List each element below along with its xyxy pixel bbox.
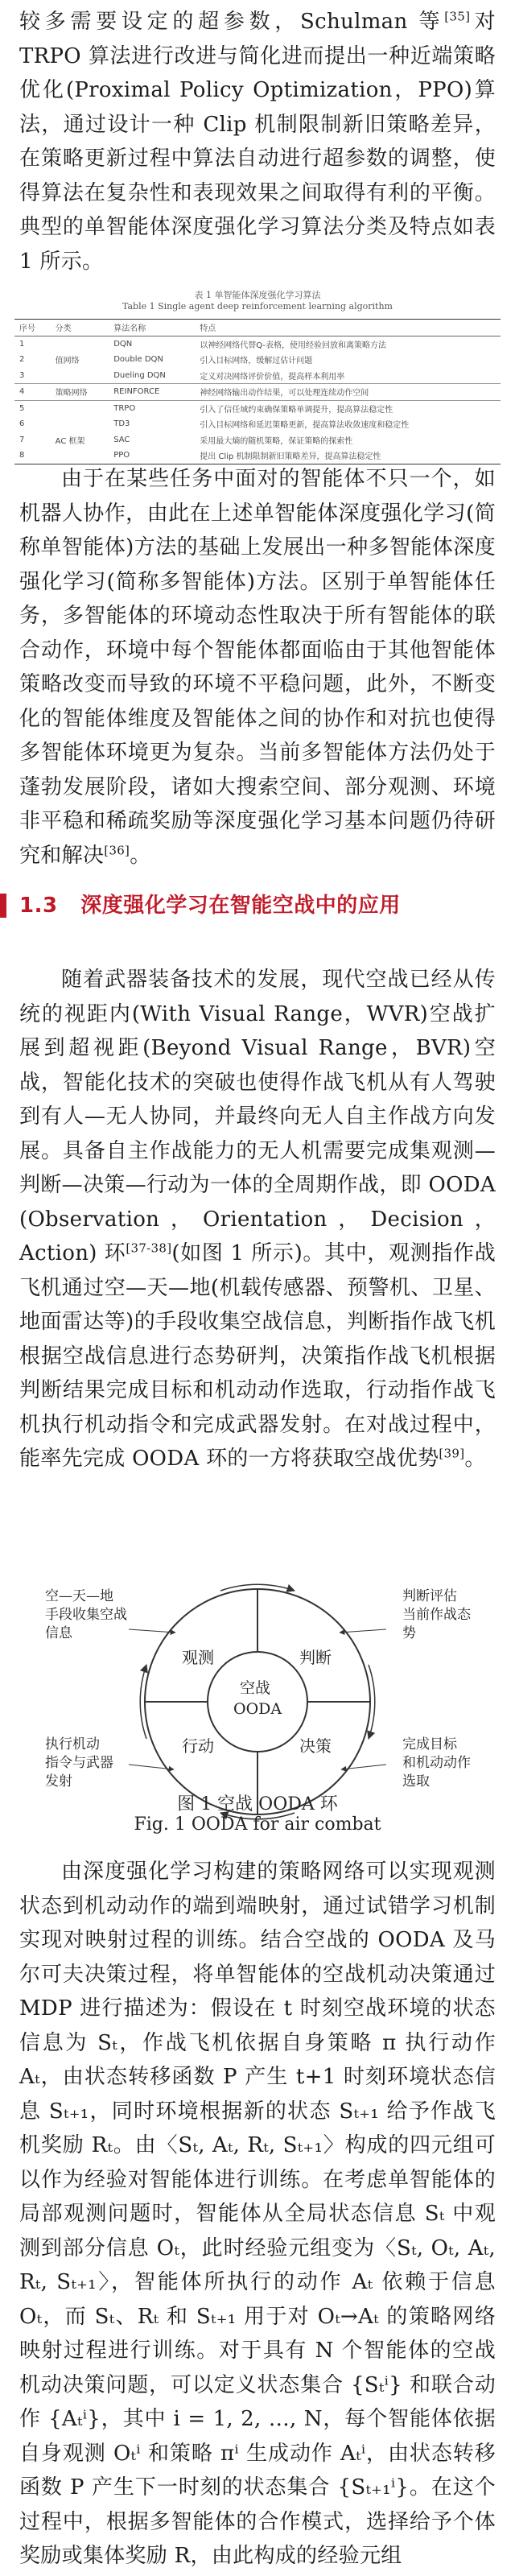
- col-header: 特点: [195, 320, 501, 336]
- ooda-center-line2: OODA: [233, 1700, 282, 1718]
- cell: Dueling DQN: [113, 370, 166, 380]
- cell: 7: [19, 435, 25, 444]
- annotation-line: 选取: [402, 1773, 430, 1790]
- annotation-line: 执行机动: [45, 1736, 100, 1752]
- col-header: 算法名称: [109, 320, 195, 336]
- cell: PPO: [113, 451, 130, 460]
- table-row: [14, 384, 501, 401]
- paragraph-text: 由深度强化学习构建的策略网络可以实现观测状态到机动动作的端到端映射，通过试错学习机制实现对映射过程的训练。结合空战的 OODA 及马尔可夫决策过程，将单智能体的空战机动决策通过 MDP 进行描述为：假设在 t 时刻空战环境的状态信息为 Sₜ，作战飞机依据自身策略 π 执行动作 Aₜ，由状态转移函数 P 产生 t+1 时刻环境状态信息 Sₜ₊₁，同时环境根据新的状态 Sₜ₊₁ 给予作战飞机奖励 Rₜ。由〈Sₜ, Aₜ, Rₜ, Sₜ₊₁〉构成的四元组可以作为经验对智能体进行训练。在考虑单智能体的局部观测问题时，智能体从全局状态信息 Sₜ 中观测到部分信息 Oₜ，此时经验元组变为〈Sₜ, Oₜ, Aₜ, Rₜ, Sₜ₊₁〉，智能体所执行的动作 Aₜ 依赖于信息 Oₜ，而 Sₜ、Rₜ 和 Sₜ₊₁ 用于对 Oₜ→Aₜ 的策略网络映射过程进行训练。对于具有 N 个智能体的空战机动决策问题，可以定义状态集合 {Sₜⁱ} 和联合动作 {Aₜⁱ}，其中 i = 1, 2, …, N，每个智能体依据自身观测 Oₜⁱ 和策略 πⁱ 生成动作 Aₜⁱ，由状态转移函数 P 产生下一时刻的状态集合 {Sₜ₊₁ⁱ}。在这个过程中，根据多智能体的合作模式，选择给予个体奖励或集体奖励 R，由此构成的经验元组: [19, 1860, 496, 2568]
- cell: 引入目标网络和延迟策略更新，提高算法收敛速度和稳定性: [200, 421, 410, 431]
- paragraph-mdp: [19, 1855, 496, 2574]
- citation: [36]: [104, 842, 130, 857]
- cell: SAC: [113, 435, 130, 444]
- cell: TRPO: [109, 400, 195, 416]
- cell: 引入目标网络，缓解过估计问题: [200, 357, 313, 366]
- table-row: [14, 352, 501, 368]
- col-header: 分类: [51, 320, 109, 336]
- cell: 5: [14, 400, 51, 416]
- paragraph-text: 对 TRPO 算法进行改进与简化进而提出一种近端策略优化(Proximal Policy Optimization，PPO)算法，通过设计一种 Clip 机制限制新旧策略差异，在策略更新过程中算法自动进行超参数的调整，使得算法在复杂性和表现效果之间取得有利的平衡。典型的单智能体深度强化学习算法分类及特点如表 1 所示。: [19, 10, 496, 274]
- cell: DQN: [113, 339, 133, 349]
- cell: 8: [19, 451, 25, 460]
- annotation-observe: [45, 1587, 127, 1643]
- cell: REINFORCE: [109, 384, 195, 401]
- paragraph-ooda: [19, 963, 496, 1476]
- paragraph-text: 。: [130, 843, 151, 868]
- cell: 神经网络输出动作结果，可以处理连续动作空间: [195, 384, 501, 401]
- cell: TD3: [113, 419, 130, 429]
- annotation-line: 和机动动作: [402, 1755, 471, 1771]
- annotation-line: 势: [402, 1625, 416, 1641]
- quadrant-act: 行动: [182, 1736, 214, 1756]
- cell: 以神经网络代替Q-表格，使用经验回放和离策略方法: [200, 341, 387, 350]
- cell: 3: [19, 370, 25, 380]
- col-header: 序号: [14, 320, 51, 336]
- paragraph-multi-agent: [19, 462, 496, 873]
- annotation-line: 当前作战态: [402, 1607, 471, 1623]
- table-row: [14, 432, 501, 448]
- cell: AC 框架: [55, 436, 85, 446]
- paragraph-ppo: [19, 5, 496, 279]
- annotation-orient: [402, 1587, 471, 1643]
- paragraph-text: 由于在某些任务中面对的智能体不只一个，如机器人协作，由此在上述单智能体深度强化学习(简称单智能体)方法的基础上发展出一种多智能体深度强化学习(简称多智能体)方法。区别于单智能体任务，多智能体的环境动态性取决于所有智能体的联合动作，环境中每个智能体都面临由于其他智能体策略改变而导致的环境不平稳问题，此外，不断变化的智能体维度及智能体之间的协作和对抗也使得多智能体环境更为复杂。当前多智能体方法仍处于蓬勃发展阶段，诸如大搜索空间、部分观测、环境非平稳和稀疏奖励等深度强化学习基本问题仍待研究和解决: [19, 467, 496, 868]
- leader-tr: [340, 1629, 386, 1633]
- figure-caption-en: Fig. 1 OODA for air combat: [134, 1814, 381, 1835]
- paragraph-text: 随着武器装备技术的发展，现代空战已经从传统的视距内(With Visual Range，WVR)空战扩展到超视距(Beyond Visual Range，BVR)空战，智能化技术的突破也使得作战飞机从有人驾驶到有人—无人协同，并最终向无人自主作战方向发展。具备自主作战能力的无人机需要完成集观测—判断—决策—行动为一体的全周期作战，即 OODA (Observation，Orientation，Decision，Action) 环: [19, 968, 496, 1265]
- table-caption-cn: 表 1 单智能体深度强化学习算法: [194, 290, 321, 300]
- table-header-row: [14, 320, 501, 336]
- annotation-line: 手段收集空战: [45, 1607, 127, 1623]
- quadrant-observe: 观测: [182, 1648, 214, 1667]
- citation: [35]: [444, 9, 471, 24]
- cell: [51, 336, 109, 352]
- cell: 定义对决网络评价价值，提高样本利用率: [200, 372, 345, 382]
- cell: [51, 368, 109, 384]
- table-row: [14, 336, 501, 352]
- section-number: 1.3: [19, 894, 58, 918]
- paragraph-text: 。: [464, 1447, 486, 1471]
- annotation-line: 完成目标: [402, 1736, 457, 1752]
- quadrant-orient: 判断: [299, 1648, 332, 1667]
- cell: 值网络: [55, 357, 80, 366]
- paragraph-text: 较多需要设定的超参数，Schulman 等: [19, 10, 445, 34]
- citation: [37-38]: [126, 1241, 172, 1256]
- table-row: [14, 448, 501, 464]
- cell: [51, 448, 109, 464]
- leader-bl: [129, 1765, 174, 1769]
- annotation-line: 空—天—地: [45, 1588, 113, 1604]
- cell: 引入了信任域约束确保策略单调提升，提高算法稳定性: [195, 400, 501, 416]
- cell: Double DQN: [113, 355, 163, 365]
- table-row: [14, 400, 501, 416]
- cell: [51, 400, 109, 416]
- cell: 采用最大熵的随机策略，保证策略的探索性: [200, 436, 353, 446]
- annotation-act: [45, 1736, 113, 1791]
- figure-ooda: [0, 1583, 515, 1840]
- cell: 2: [19, 355, 25, 365]
- leader-tl: [129, 1629, 175, 1633]
- annotation-line: 判断评估: [402, 1588, 457, 1604]
- cell: 策略网络: [51, 384, 109, 401]
- cell: 4: [14, 384, 51, 401]
- leader-br: [341, 1765, 386, 1769]
- quadrant-decide: 决策: [299, 1736, 332, 1756]
- algorithm-table: [14, 319, 501, 464]
- cell: 提出 Clip 机制限制新旧策略差异，提高算法稳定性: [200, 452, 381, 462]
- annotation-line: 发射: [45, 1773, 72, 1790]
- table-caption-en: Table 1 Single agent deep reinforcement learning algorithm: [122, 301, 393, 312]
- section-title: 深度强化学习在智能空战中的应用: [80, 894, 401, 918]
- table-row: [14, 368, 501, 384]
- annotation-line: 指令与武器: [45, 1755, 113, 1771]
- section-marker: [0, 894, 6, 918]
- citation: [39]: [439, 1446, 465, 1461]
- table-row: [14, 416, 501, 432]
- annotation-decide: [402, 1736, 471, 1791]
- section-heading: [19, 890, 401, 921]
- annotation-line: 信息: [45, 1625, 72, 1641]
- figure-caption-cn: 图 1 空战 OODA 环: [177, 1794, 338, 1814]
- cell: [51, 416, 109, 432]
- cell: 1: [19, 339, 25, 349]
- cell: 6: [19, 419, 25, 429]
- ooda-center-line1: 空战: [240, 1679, 271, 1697]
- paragraph-text: (如图 1 所示)。其中，观测指作战飞机通过空—天—地(机载传感器、预警机、卫星、地面雷达等)的手段收集空战信息，判断指作战飞机根据空战信息进行态势研判，决策指作战飞机根据判断结果完成目标和机动动作选取，行动指作战飞机执行机动指令和完成武器发射。在对战过程中，能率先完成 OODA 环的一方将获取空战优势: [19, 1241, 496, 1471]
